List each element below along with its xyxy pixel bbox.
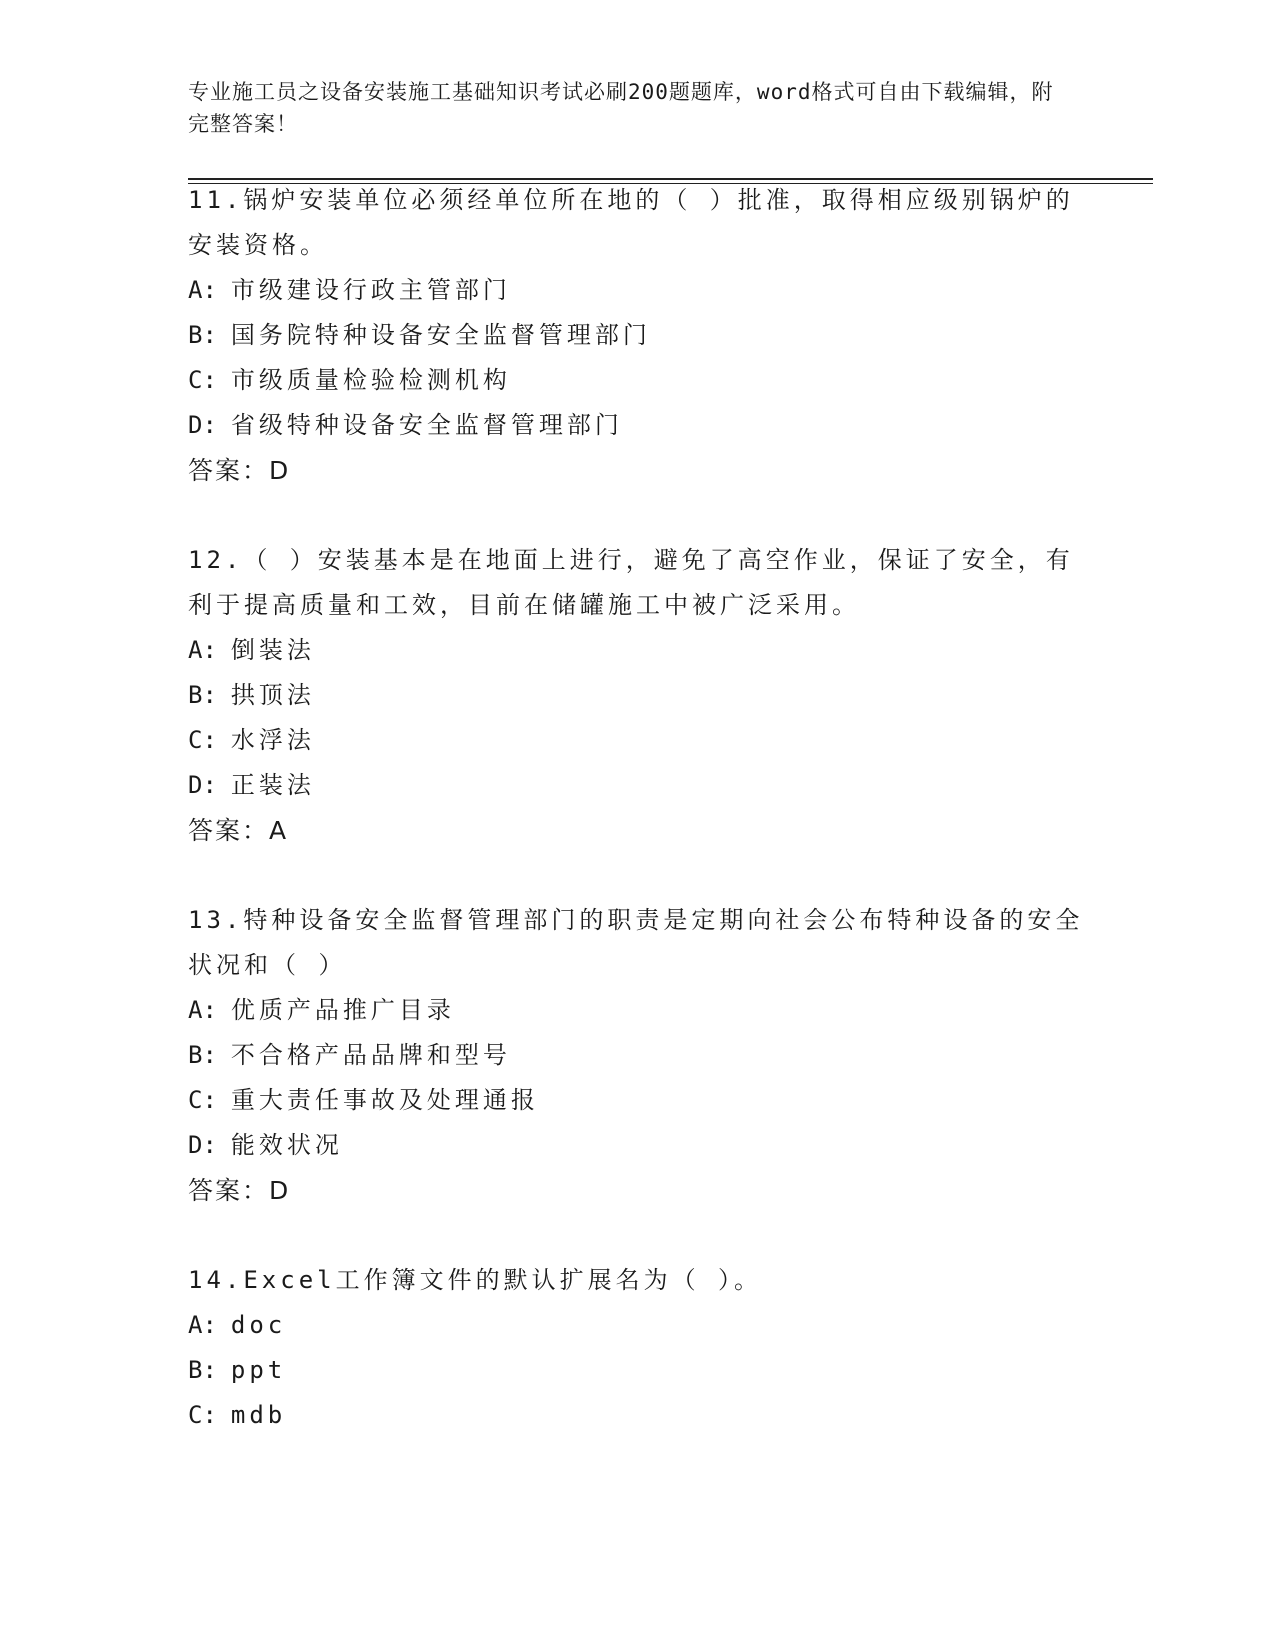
question-stem: 12.（ ）安装基本是在地面上进行，避免了高空作业，保证了安全，有利于提高质量和工效，目前在储罐施工中被广泛采用。: [188, 546, 1074, 619]
option-b: [188, 313, 1088, 358]
option-text: 正装法: [230, 771, 315, 799]
question-14: [188, 1258, 1088, 1438]
option-letter: A:: [188, 636, 217, 664]
option-letter: C:: [188, 1401, 217, 1429]
option-c: [188, 718, 1088, 763]
option-text: 市级质量检验检测机构: [230, 366, 511, 394]
option-a: [188, 268, 1088, 313]
question-11: [188, 178, 1088, 493]
option-letter: D:: [188, 771, 217, 799]
option-letter: A:: [188, 276, 217, 304]
answer-line: 答案：A: [188, 816, 289, 845]
option-text: 优质产品推广目录: [230, 996, 455, 1024]
option-b: [188, 1348, 1088, 1393]
option-letter: D:: [188, 1131, 217, 1159]
option-c: [188, 1393, 1088, 1438]
option-c: [188, 358, 1088, 403]
option-b: [188, 673, 1088, 718]
option-a: [188, 628, 1088, 673]
question-stem: 14.Excel工作簿文件的默认扩展名为（ ）。: [188, 1266, 763, 1294]
option-letter: A:: [188, 1311, 217, 1339]
option-letter: B:: [188, 1041, 217, 1069]
option-text: 拱顶法: [230, 681, 315, 709]
option-c: [188, 1078, 1088, 1123]
option-letter: C:: [188, 726, 217, 754]
option-d: [188, 403, 1088, 448]
option-d: [188, 1123, 1088, 1168]
option-text: 水浮法: [230, 726, 315, 754]
option-a: [188, 1303, 1088, 1348]
option-text: 市级建设行政主管部门: [230, 276, 511, 304]
question-12: [188, 538, 1088, 853]
answer-line: 答案：D: [188, 456, 291, 485]
option-text: ppt: [230, 1356, 287, 1384]
option-text: mdb: [230, 1401, 287, 1429]
option-letter: B:: [188, 321, 217, 349]
answer-line: 答案：D: [188, 1176, 291, 1205]
option-text: 重大责任事故及处理通报: [230, 1086, 539, 1114]
option-text: 能效状况: [230, 1131, 343, 1159]
option-text: 倒装法: [230, 636, 315, 664]
question-stem: 13.特种设备安全监督管理部门的职责是定期向社会公布特种设备的安全状况和（ ）: [188, 906, 1084, 979]
option-letter: B:: [188, 1356, 217, 1384]
option-d: [188, 763, 1088, 808]
option-text: 不合格产品品牌和型号: [230, 1041, 511, 1069]
option-b: [188, 1033, 1088, 1078]
option-letter: B:: [188, 681, 217, 709]
option-letter: A:: [188, 996, 217, 1024]
option-text: 国务院特种设备安全监督管理部门: [230, 321, 651, 349]
option-text: 省级特种设备安全监督管理部门: [230, 411, 623, 439]
document-header: 专业施工员之设备安装施工基础知识考试必刷200题题库，word格式可自由下载编辑，附完整答案！: [188, 80, 1054, 136]
option-letter: C:: [188, 366, 217, 394]
question-stem: 11.锅炉安装单位必须经单位所在地的（ ）批准，取得相应级别锅炉的安装资格。: [188, 186, 1074, 259]
question-13: [188, 898, 1088, 1213]
option-letter: D:: [188, 411, 217, 439]
option-letter: C:: [188, 1086, 217, 1114]
option-a: [188, 988, 1088, 1033]
option-text: doc: [230, 1311, 287, 1339]
